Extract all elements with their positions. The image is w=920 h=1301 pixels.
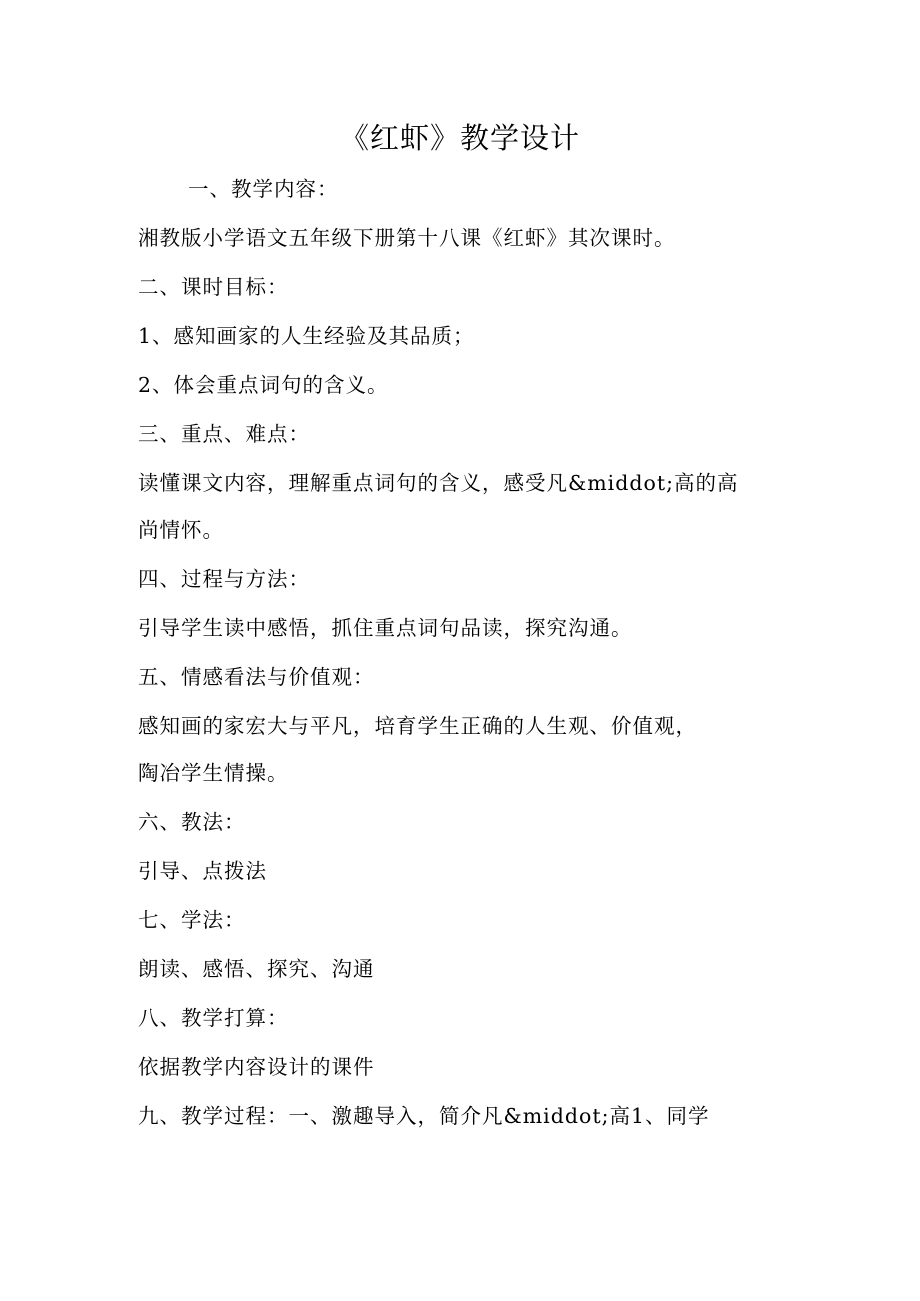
section-heading-key-points: 三、重点、难点： <box>138 422 310 446</box>
section-heading-objectives: 二、课时目标： <box>138 275 289 299</box>
paragraph-line: 湘教版小学语文五年级下册第十八课《红虾》其次课时。 <box>138 226 676 250</box>
section-heading-learning-method: 七、学法： <box>138 908 246 932</box>
section-heading-teaching-method: 六、教法： <box>138 810 246 834</box>
section-heading-content: 一、教学内容： <box>188 177 339 201</box>
paragraph-line: 朗读、感悟、探究、沟通 <box>138 957 375 981</box>
paragraph-line: 引导学生读中感悟，抓住重点词句品读，探究沟通。 <box>138 616 633 640</box>
paragraph-line: 依据教学内容设计的课件 <box>138 1055 375 1079</box>
paragraph-line: 尚情怀。 <box>138 518 224 542</box>
paragraph-line: 2、体会重点词句的含义。 <box>138 373 389 397</box>
section-heading-values: 五、情感看法与价值观： <box>138 665 375 689</box>
section-heading-preparation: 八、教学打算： <box>138 1006 289 1030</box>
document-title: 《红虾》教学设计 <box>339 121 580 155</box>
section-heading-procedure: 九、教学过程：一、激趣导入，简介凡&middot;高1、同学 <box>138 1104 710 1128</box>
paragraph-line: 引导、点拨法 <box>138 859 267 883</box>
paragraph-line: 陶冶学生情操。 <box>138 761 289 785</box>
paragraph-line: 读懂课文内容，理解重点词句的含义，感受凡&middot;高的高 <box>138 471 739 495</box>
section-heading-process: 四、过程与方法： <box>138 567 310 591</box>
paragraph-line: 感知画的家宏大与平凡，培育学生正确的人生观、价值观， <box>138 714 697 738</box>
paragraph-line: 1、感知画家的人生经验及其品质； <box>138 324 475 348</box>
